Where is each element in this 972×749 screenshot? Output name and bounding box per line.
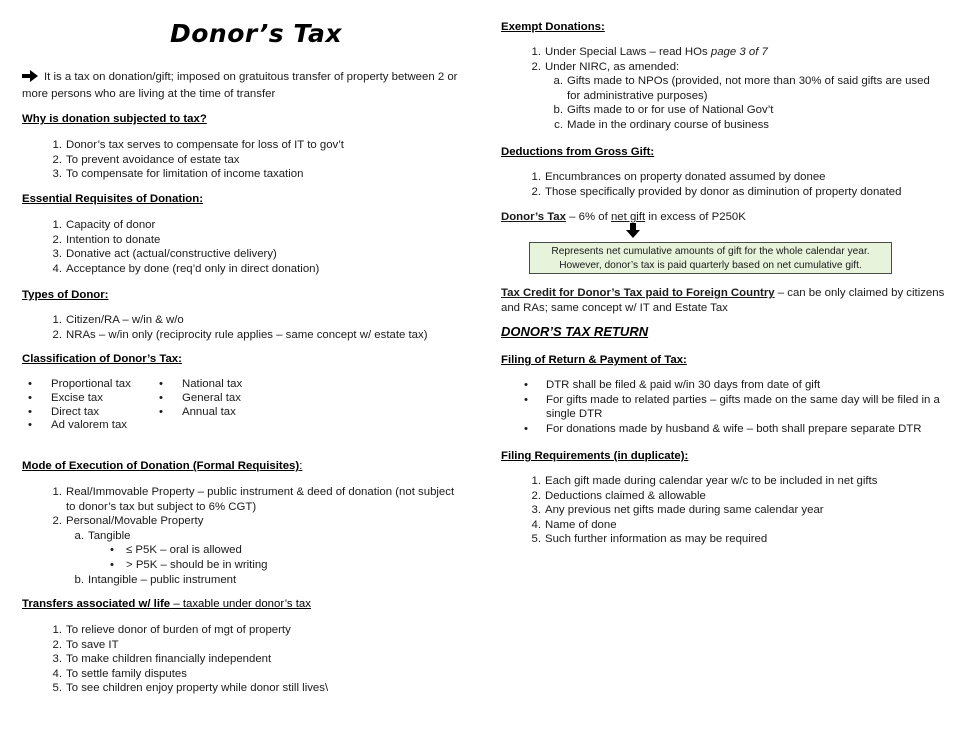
requisites-heading: Essential Requisites of Donation: bbox=[22, 193, 204, 205]
list-item: • National tax bbox=[159, 378, 243, 390]
list-item: 2. Deductions claimed & allowable bbox=[531, 489, 706, 502]
list-item: 1. Each gift made during calendar year w/c to be included in net gifts bbox=[531, 475, 878, 487]
list-item: • Ad valorem tax bbox=[28, 419, 127, 432]
list-item: a. Tangible bbox=[74, 529, 131, 542]
list-item: 2. Under NIRC, as amended: bbox=[531, 60, 680, 73]
note-line-2: However, donor’s tax is paid quarterly based on net cumulative gift. bbox=[559, 260, 862, 271]
net-gift-note-box bbox=[529, 242, 892, 274]
list-item: • Proportional tax bbox=[28, 378, 131, 390]
list-item: 2. Intention to donate bbox=[52, 233, 161, 246]
list-item: c. Made in the ordinary course of business bbox=[554, 118, 769, 131]
classification-list-1 bbox=[28, 378, 131, 433]
down-arrow-icon bbox=[626, 223, 640, 243]
donors-tax-line: Donor’s Tax – 6% of net gift in excess of P250K bbox=[501, 211, 746, 223]
list-item: 4. To settle family disputes bbox=[52, 667, 187, 680]
list-item: 2. To save IT bbox=[52, 638, 119, 651]
mode-list bbox=[52, 485, 466, 587]
return-heading: DONOR’S TAX RETURN bbox=[501, 324, 649, 339]
list-item: a. Gifts made to NPOs (provided, not more than 30% of said gifts are used for administrative purposes) bbox=[553, 75, 930, 102]
list-item: 3. To make children financially independent bbox=[52, 653, 272, 666]
list-item: 2. To prevent avoidance of estate tax bbox=[52, 153, 240, 166]
list-item: • ≤ P5K – oral is allowed bbox=[110, 544, 242, 557]
classification-heading: Classification of Donor’s Tax: bbox=[22, 353, 182, 365]
list-item: 3. Any previous net gifts made during same calendar year bbox=[531, 504, 824, 517]
list-item: 3. To compensate for limitation of income taxation bbox=[52, 168, 304, 181]
why-heading: Why is donation subjected to tax? bbox=[22, 113, 207, 125]
list-item: 1. Capacity of donor bbox=[52, 219, 156, 231]
list-item: 3. Donative act (actual/constructive delivery) bbox=[52, 248, 277, 261]
types-heading: Types of Donor: bbox=[22, 289, 109, 301]
list-item: 2. NRAs – w/in only (reciprocity rule applies – same concept w/ estate tax) bbox=[52, 328, 428, 341]
exempt-heading: Exempt Donations: bbox=[501, 21, 605, 33]
list-item: • For donations made by husband & wife – both shall prepare separate DTR bbox=[524, 422, 922, 435]
requisites-list bbox=[52, 218, 320, 276]
deductions-list bbox=[531, 170, 902, 199]
list-item: 2. Personal/Movable Property bbox=[52, 515, 204, 528]
why-list bbox=[52, 138, 344, 182]
classification-list-2 bbox=[159, 378, 243, 419]
list-item: 4. Name of done bbox=[531, 518, 617, 531]
filing-list bbox=[524, 378, 956, 436]
list-item: • General tax bbox=[159, 391, 241, 404]
page-title: Donor’s Tax bbox=[170, 19, 342, 48]
list-item: 1. Donor’s tax serves to compensate for loss of IT to gov’t bbox=[52, 139, 344, 151]
list-item: • Annual tax bbox=[159, 405, 236, 418]
list-item: • > P5K – should be in writing bbox=[110, 558, 268, 571]
types-list bbox=[52, 313, 428, 342]
requirements-heading: Filing Requirements (in duplicate): bbox=[501, 450, 689, 462]
intro-paragraph bbox=[22, 70, 474, 101]
requirements-list bbox=[531, 474, 878, 547]
exempt-list bbox=[531, 45, 945, 133]
list-item: • Excise tax bbox=[28, 391, 103, 404]
list-item: • DTR shall be filed & paid w/in 30 days from date of gift bbox=[524, 379, 821, 391]
list-item: 5. Such further information as may be required bbox=[531, 533, 768, 546]
list-item: • Direct tax bbox=[28, 405, 100, 418]
list-item: b. Gifts made to or for use of National Gov’t bbox=[553, 104, 774, 117]
filing-heading: Filing of Return & Payment of Tax: bbox=[501, 354, 687, 366]
list-item: 1. To relieve donor of burden of mgt of property bbox=[52, 624, 291, 636]
note-line-1: Represents net cumulative amounts of gift for the whole calendar year. bbox=[551, 246, 870, 257]
list-item: 1. Real/Immovable Property – public instrument & deed of donation (not subject to donor’s tax but subject to 6% CGT) bbox=[52, 486, 455, 513]
intro-text: It is a tax on donation/gift; imposed on gratuitous transfer of property between 2 or more persons who are living at the time of transfer bbox=[22, 71, 458, 100]
list-item: 4. Acceptance by done (req’d only in direct donation) bbox=[52, 262, 320, 275]
list-item: 1. Citizen/RA – w/in & w/o bbox=[52, 314, 184, 326]
list-item: 1. Encumbrances on property donated assumed by donee bbox=[531, 171, 826, 183]
mode-heading: Mode of Execution of Donation (Formal Requisites): bbox=[22, 460, 303, 472]
list-item: • For gifts made to related parties – gifts made on the same day will be filed in a single DTR bbox=[524, 393, 940, 421]
transfers-list bbox=[52, 623, 329, 696]
list-item: 2. Those specifically provided by donor as diminution of property donated bbox=[531, 185, 902, 198]
list-item: b. Intangible – public instrument bbox=[74, 573, 237, 586]
list-item: 5. To see children enjoy property while donor still lives\ bbox=[52, 682, 329, 695]
transfers-heading: Transfers associated w/ life – taxable under donor’s tax bbox=[22, 598, 311, 610]
right-arrow-icon bbox=[22, 70, 38, 87]
tax-credit-paragraph: Tax Credit for Donor’s Tax paid to Foreign Country – can be only claimed by citizens and RAs; same concept w/ IT and Estate Tax bbox=[501, 287, 945, 314]
deductions-heading: Deductions from Gross Gift: bbox=[501, 146, 655, 158]
list-item: 1. Under Special Laws – read HOs page 3 of 7 bbox=[531, 46, 768, 58]
